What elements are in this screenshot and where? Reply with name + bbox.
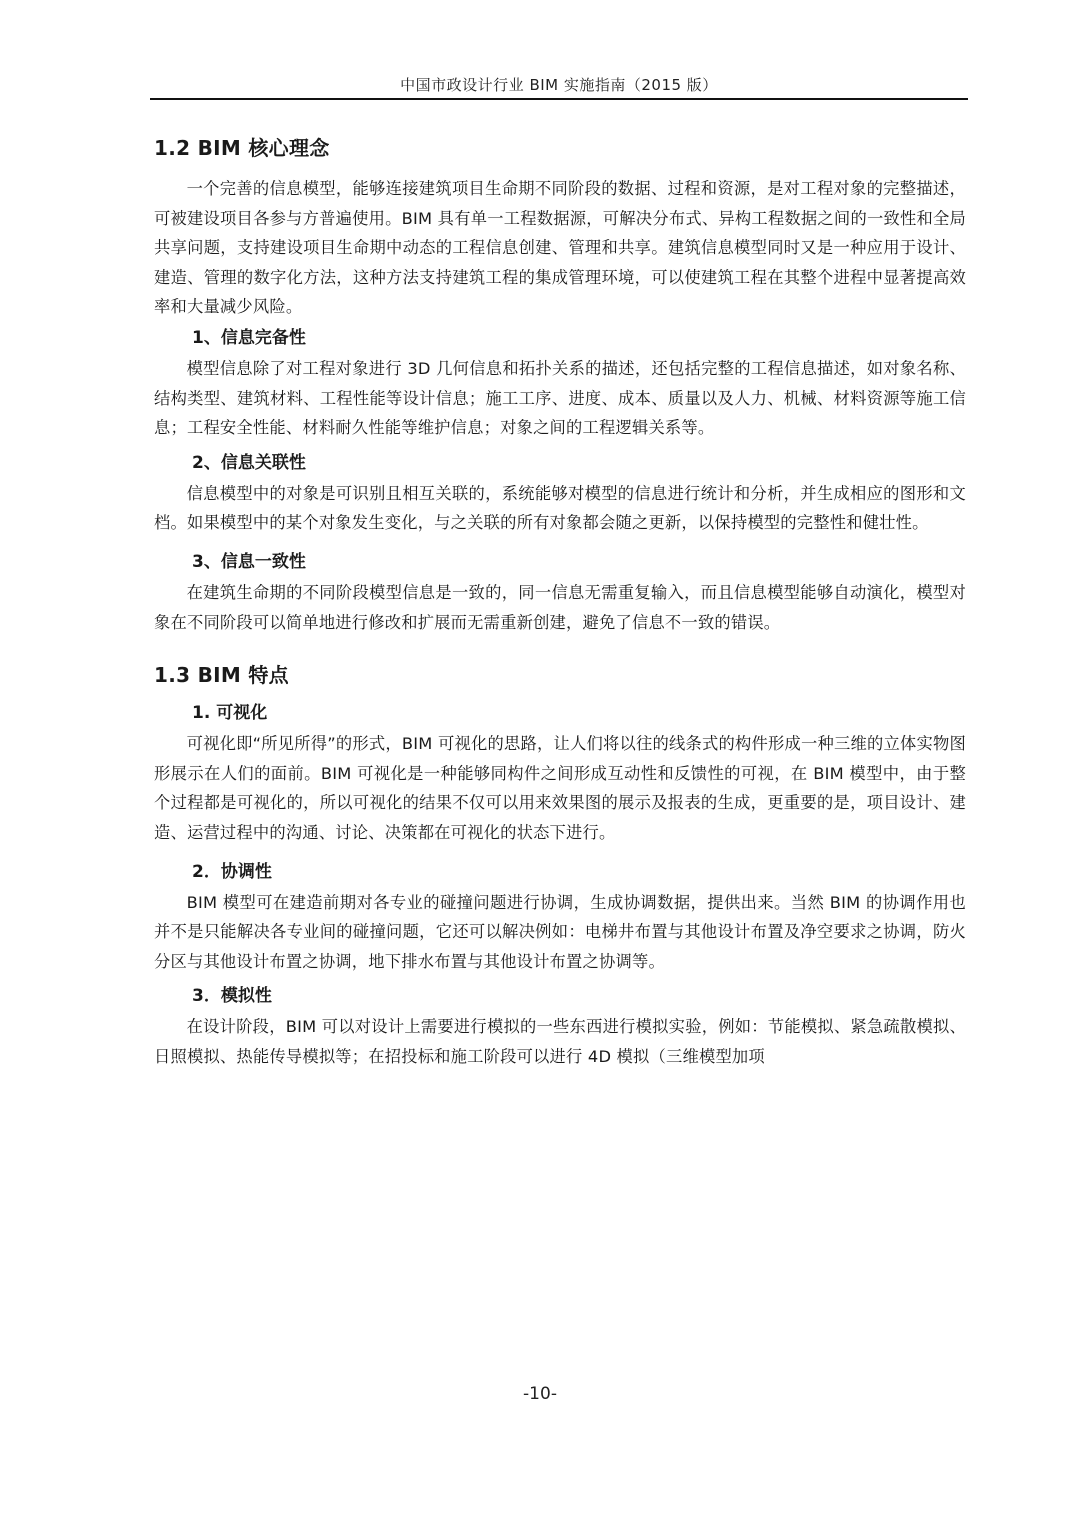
header-divider [150, 98, 968, 100]
subheading-relevance: 2、信息关联性 [192, 452, 306, 473]
paragraph-intro: 一个完善的信息模型，能够连接建筑项目生命期不同阶段的数据、过程和资源，是对工程对象的完整描述，可被建设项目各参与方普遍使用。BIM 具有单一工程数据源，可解决分布式、异构工程数据之间的一致性和全局共享问题，支持建设项目生命期中动态的工程信息创建、管理和共享。建筑信息模型同时又是一种应用于设计、建造、管理的数字化方法，这种方法支持建筑工程的集成管理环境，可以使建筑工程在其整个进程中显著提高效率和大量减少风险。 [154, 179, 966, 317]
paragraph-simulation: 在设计阶段，BIM 可以对设计上需要进行模拟的一些东西进行模拟实验，例如：节能模拟、紧急疏散模拟、日照模拟、热能传导模拟等；在招投标和施工阶段可以进行 4D 模拟（三维模型加项 [154, 1017, 966, 1066]
paragraph-relevance: 信息模型中的对象是可识别且相互关联的，系统能够对模型的信息进行统计和分析，并生成相应的图形和文档。如果模型中的某个对象发生变化，与之关联的所有对象都会随之更新，以保持模型的完整性和健壮性。 [154, 483, 966, 533]
subheading-coordination: 2．协调性 [192, 861, 272, 882]
page-number: -10- [523, 1384, 557, 1404]
section-title-features: 1.3 BIM 特点 [154, 663, 289, 688]
paragraph-consistency: 在建筑生命期的不同阶段模型信息是一致的，同一信息无需重复输入，而且信息模型能够自动演化，模型对象在不同阶段可以简单地进行修改和扩展而无需重新创建，避免了信息不一致的错误。 [154, 582, 966, 632]
subheading-completeness: 1、信息完备性 [192, 327, 306, 348]
paragraph-completeness: 模型信息除了对工程对象进行 3D 几何信息和拓扑关系的描述，还包括完整的工程信息描述，如对象名称、结构类型、建筑材料、工程性能等设计信息；施工工序、进度、成本、质量以及人力、机械、材料资源等施工信息；工程安全性能、材料耐久性能等维护信息；对象之间的工程逻辑关系等。 [154, 358, 966, 438]
subheading-visualization: 1. 可视化 [192, 703, 268, 724]
running-header: 中国市政设计行业 BIM 实施指南（2015 版） [400, 76, 718, 94]
page-body [154, 130, 966, 1071]
subheading-consistency: 3、信息一致性 [192, 551, 306, 572]
paragraph-coordination: BIM 模型可在建造前期对各专业的碰撞问题进行协调，生成协调数据，提供出来。当然 BIM 的协调作用也并不是只能解决各专业间的碰撞问题，它还可以解决例如：电梯井布置与其他设计布置及净空要求之协调，防火分区与其他设计布置之协调，地下排水布置与其他设计布置之协调等。 [154, 892, 966, 971]
paragraph-visualization: 可视化即“所见所得”的形式，BIM 可视化的思路，让人们将以往的线条式的构件形成一种三维的立体实物图形展示在人们的面前。BIM 可视化是一种能够同构件之间形成互动性和反馈性的可视，在 BIM 模型中，由于整个过程都是可视化的，所以可视化的结果不仅可以用来效果图的展示及报表的生成，更重要的是，项目设计、建造、运营过程中的沟通、讨论、决策都在可视化的状态下进行。 [154, 734, 966, 842]
section-title-core-concept: 1.2 BIM 核心理念 [154, 136, 330, 160]
subheading-simulation: 3．模拟性 [192, 986, 272, 1007]
